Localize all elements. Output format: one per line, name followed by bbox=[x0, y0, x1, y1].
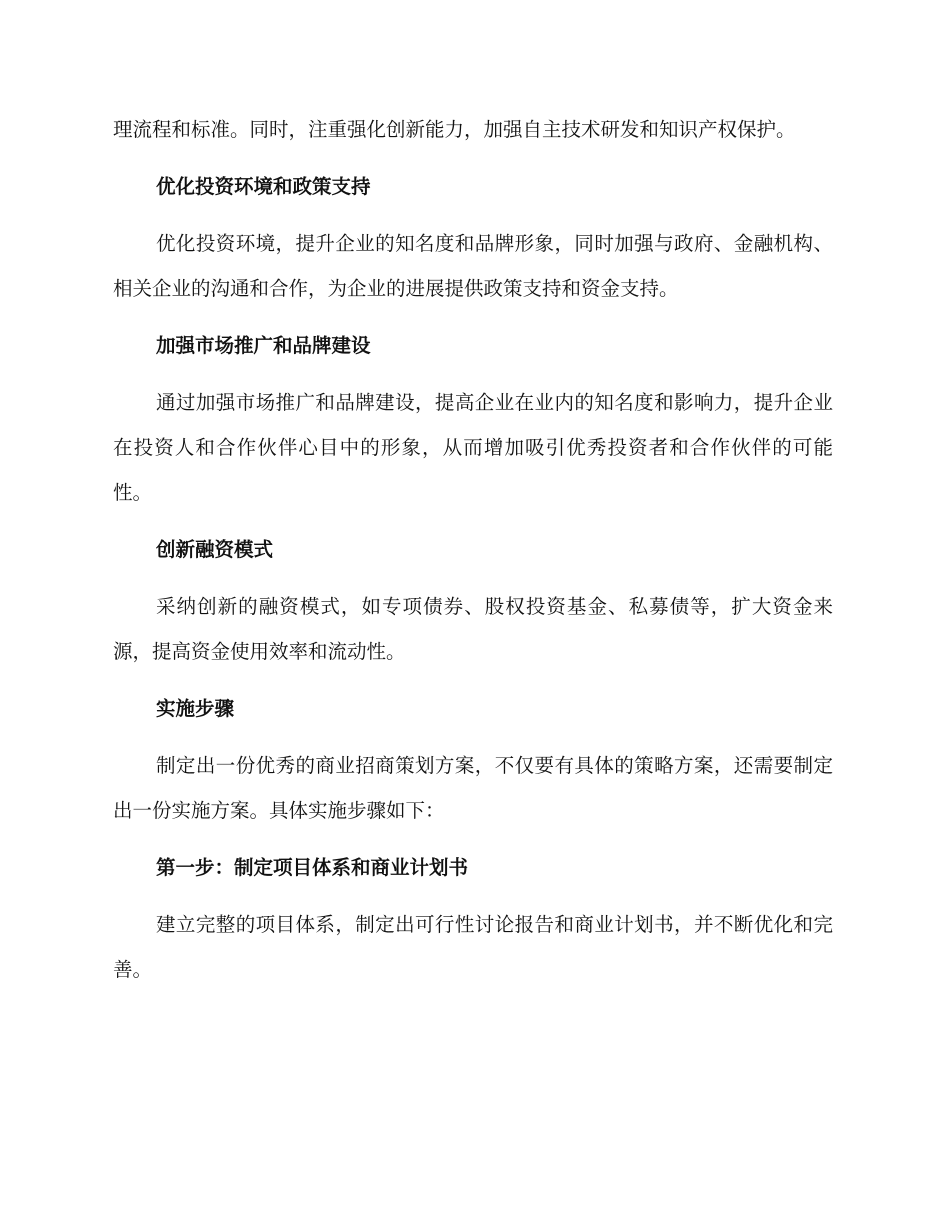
section-paragraph-implementation-steps: 制定出一份优秀的商业招商策划方案，不仅要有具体的策略方案，还需要制定出一份实施方案。具体实施步骤如下： bbox=[113, 754, 833, 822]
section-heading-step-one: 第一步：制定项目体系和商业计划书 bbox=[156, 856, 469, 879]
section-heading-financing-model: 创新融资模式 bbox=[156, 538, 274, 561]
section-paragraph-step-one: 建立完整的项目体系，制定出可行性讨论报告和商业计划书，并不断优化和完善。 bbox=[113, 913, 833, 981]
section-paragraph-market-promotion: 通过加强市场推广和品牌建设，提高企业在业内的知名度和影响力，提升企业在投资人和合作伙伴心目中的形象，从而增加吸引优秀投资者和合作伙伴的可能性。 bbox=[113, 391, 833, 504]
section-heading-market-promotion: 加强市场推广和品牌建设 bbox=[156, 334, 371, 357]
section-heading-investment-environment: 优化投资环境和政策支持 bbox=[156, 175, 371, 198]
continuation-paragraph: 理流程和标准。同时，注重强化创新能力，加强自主技术研发和知识产权保护。 bbox=[113, 118, 796, 141]
section-paragraph-investment-environment: 优化投资环境，提升企业的知名度和品牌形象，同时加强与政府、金融机构、相关企业的沟通和合作，为企业的进展提供政策支持和资金支持。 bbox=[113, 232, 833, 300]
document-body bbox=[113, 107, 833, 1004]
section-heading-implementation-steps: 实施步骤 bbox=[156, 697, 235, 720]
section-paragraph-financing-model: 采纳创新的融资模式，如专项债券、股权投资基金、私募债等，扩大资金来源，提高资金使用效率和流动性。 bbox=[113, 595, 833, 663]
